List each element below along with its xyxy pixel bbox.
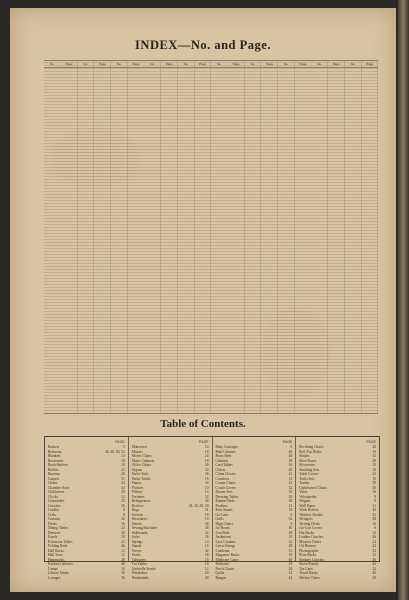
toc-entry-label: Chiffoniers [48, 490, 65, 494]
toc-entry-label: Iron Beds [215, 530, 230, 535]
toc-entry-label: Ice Boxes [215, 526, 230, 530]
toc-entry-label: Smoking Sets [299, 467, 320, 472]
toc-entry-label: Roll Top Desks [299, 449, 322, 454]
toc-entry-page: 26 [204, 463, 209, 467]
toc-entry-label: Linoleum [215, 548, 230, 553]
toc-entry-page: 48 [288, 454, 293, 458]
toc-entry-page: 8 [374, 494, 376, 499]
toc-entry-page: 18 [204, 512, 209, 517]
toc-entry-label: Shoe Boxes [299, 458, 317, 463]
toc-entry-page: 36 [372, 535, 376, 539]
toc-entry-label: Stoves [131, 548, 142, 553]
toc-entry-page: 12 [121, 548, 125, 553]
toc-entry-page: 24 [204, 454, 209, 458]
toc-entry-label: Mission Chairs [299, 539, 322, 544]
toc-entry-page: 32 [288, 517, 293, 521]
toc-entry-label: Tea Tables [131, 562, 148, 566]
toc-entry-label: Wardrobes [131, 571, 148, 575]
toc-entry-page: 42 [372, 562, 376, 566]
toc-entry-label: Carpets [48, 476, 59, 481]
toc-entry-label: Buffets [48, 467, 59, 472]
toc-entry-label: Refrigerators [131, 499, 151, 503]
toc-entry-label: Hall Racks [48, 548, 64, 553]
toc-entry-page: 32 [372, 472, 376, 476]
toc-entry-page: 20 [372, 458, 376, 463]
toc-entry-page: 34 [372, 548, 376, 553]
toc-entry-page: 14 [121, 454, 125, 458]
toc-entry-label: Settees [131, 521, 142, 526]
toc-entry-page: 44 [121, 485, 125, 490]
toc-entry-page: 16 [204, 476, 209, 481]
toc-entry-page: 18 [204, 557, 209, 562]
toc-entry-label: China Closets [215, 472, 236, 476]
toc-entry-label: Window Shades [299, 512, 323, 517]
toc-entry-label: Lounges [48, 575, 61, 580]
toc-entry-label: Sanitary Couches [299, 557, 325, 562]
toc-entry-label: Enamel Beds [215, 499, 235, 503]
toc-entry-page: 20 [121, 472, 125, 476]
index-header [44, 61, 378, 68]
toc-entry-label: Pillows [131, 490, 143, 494]
toc-entry-page: 10 [204, 485, 209, 490]
toc-entry-page: 31 [204, 508, 209, 512]
toc-entry-label: Sofas [131, 535, 140, 539]
toc-column [45, 437, 129, 580]
toc-entry-label: Medicine Cases [215, 557, 239, 562]
toc-entry-page: 40 [288, 526, 293, 530]
toc-entry-label: Couches [48, 503, 61, 508]
toc-entry-page: 32 [372, 454, 376, 458]
toc-entry-page: 31 [288, 548, 293, 553]
toc-entry-label: Parlor Suits [131, 472, 149, 476]
toc-entry-page: 14 [288, 571, 293, 575]
toc-entry-label: Chests [215, 467, 226, 472]
toc-entry-label: Jardinieres [215, 535, 232, 539]
toc-entry-page: 28 [372, 575, 376, 580]
toc-column-header: PAGE [282, 440, 293, 444]
toc-entry-page: 20 [204, 575, 209, 580]
toc-entry-label: Shades [299, 454, 310, 458]
toc-entry-label: Porch Chairs [215, 566, 235, 571]
toc-entry-label: Card Tables [215, 463, 233, 467]
index-header-label: No. [250, 62, 256, 66]
index-header-label: No. [350, 62, 356, 66]
toc-entry-label: Lamps [48, 566, 58, 571]
toc-entry-page: 32 [204, 494, 209, 499]
toc-entry-page: 31 [121, 476, 125, 481]
index-header-label: Page [366, 62, 374, 66]
toc-entry-label: Comforts [215, 476, 230, 481]
toc-entry-label: Couch Covers [215, 485, 236, 490]
toc-entry-label: Stools [131, 553, 141, 557]
toc-entry-page: 16 [121, 571, 125, 575]
toc-entry-label: Clocks [48, 494, 58, 499]
toc-entry-page: 22 [121, 467, 125, 472]
toc-entry-page: 14 [204, 539, 209, 544]
toc-entry-page: 18 [121, 463, 125, 467]
toc-entry-page: 48 [288, 499, 293, 503]
toc-entry-label: Lace Curtains [215, 539, 236, 544]
toc-entry-page: 40 [372, 508, 376, 512]
toc-entry-label: Towel Racks [299, 571, 318, 575]
toc-entry-label: Screens [131, 512, 143, 517]
toc-entry-label: Cradles [48, 508, 59, 512]
toc-entry-label: Stands [131, 544, 142, 548]
toc-entry-label: Dining Tables [48, 526, 69, 530]
toc-entry-page: 36 [121, 575, 125, 580]
toc-entry-page: 32 [372, 512, 376, 517]
toc-entry-label: Leather Couches [299, 535, 324, 539]
index-header-label: Page [132, 62, 140, 66]
toc-entry-page: 8 [122, 508, 125, 512]
toc-entry-page: 26 [372, 445, 376, 449]
toc-entry-label: Kitchen Cabinets [48, 562, 73, 566]
toc-entry-page: 42 [372, 544, 376, 548]
toc-entry-page: 46 [372, 557, 376, 562]
toc-entry-page: 24 [372, 539, 376, 544]
toc-entry-label: Chairs [48, 481, 58, 485]
toc-entry [132, 576, 209, 581]
toc-entry-label: Upholstered Chairs [299, 485, 328, 490]
toc-entry-page: 16 [288, 463, 293, 467]
toc-entry-page: 28 [204, 553, 209, 557]
toc-entry-label: Oil Heaters [299, 544, 316, 548]
toc-entry-page: 36 [121, 503, 125, 508]
toc-entry-label: Phonographs [299, 548, 319, 553]
index-header-label: No. [50, 62, 55, 66]
toc-entry-label: Baskets [48, 445, 60, 449]
toc-entry-label: Ranges [215, 575, 227, 580]
toc-entry-label: Cabinets [215, 458, 229, 463]
toc-entry-page: 8 [122, 512, 125, 517]
toc-entry-label: Mattresses [131, 445, 148, 449]
toc-entry-page: 18 [121, 458, 125, 463]
toc-entry-page: 16 [204, 517, 209, 521]
index-header-label: No. [317, 62, 322, 66]
index-header-label: Page [232, 62, 240, 66]
toc-entry-label: Hat Racks [299, 530, 315, 535]
toc-entry-label: Hall Trees [48, 553, 63, 557]
toc-entry-page: 42 [288, 575, 293, 580]
toc-entry-label: Bookcases [48, 458, 64, 463]
toc-entry-label: Hammocks [48, 557, 65, 562]
toc-entry-page: 20 [204, 571, 209, 575]
toc-box [44, 436, 380, 580]
toc-entry-label: Vases [299, 490, 308, 494]
toc-entry-label: Wicker Chairs [299, 575, 320, 580]
index-grid [44, 60, 378, 414]
index-header-label: No. [150, 62, 155, 66]
toc-entry-page: 10 [288, 490, 293, 494]
toc-entry-label: Sewing Machines [131, 526, 158, 530]
toc-entry-label: Music Cabinets [131, 458, 155, 463]
toc-entry-page: 12 [121, 553, 125, 557]
toc-entry-page: 28 [121, 557, 125, 562]
toc-entry-label: Springs [131, 539, 143, 544]
toc-entry-label: Sideboards [131, 530, 148, 535]
toc-entry-page: 10 [372, 490, 376, 494]
toc-entry-label: Lawn Swings [215, 544, 236, 548]
index-header-label: Page [265, 62, 273, 66]
toc-entry-label: Rugs [131, 508, 140, 512]
toc-entry-label: Portieres [131, 494, 145, 499]
toc-entry-label: Grills [215, 517, 224, 521]
toc-entry-page: 22 [372, 566, 376, 571]
toc-entry-page: 20 [121, 499, 125, 503]
toc-entry-page: 12 [121, 494, 125, 499]
toc-entry-label: Folding Beds [48, 544, 68, 548]
toc-entry-page: 22 [121, 539, 125, 544]
toc-entry-page: 20 [121, 490, 125, 494]
toc-entry-page: 10 [288, 535, 293, 539]
toc-entry-label: Bureaus [48, 472, 60, 476]
toc-entry-label: Extension Tables [48, 539, 73, 544]
toc-entry-label: Toilet Sets [299, 476, 315, 481]
toc-entry-label: Silverware [299, 463, 315, 467]
toc-entry-label: Wringers [299, 517, 313, 521]
toc-entry-label: Plate Racks [299, 553, 317, 557]
toc-entry-label: Commodes [48, 499, 65, 503]
toc-entry-page: 5 [122, 445, 125, 449]
index-header-label: Page [199, 62, 207, 66]
toc-entry-label: Umbrella Stands [131, 566, 156, 571]
toc-entry-page: 36 [204, 535, 209, 539]
index-title: INDEX—No. and Page. [135, 38, 271, 52]
toc-entry-label: Go-Carts [215, 512, 229, 517]
toc-entry-page: 20 [288, 494, 293, 499]
toc-entry-page: 40 [288, 557, 293, 562]
toc-entry-page: 14 [288, 503, 293, 508]
toc-entry-page: 18 [121, 535, 125, 539]
toc-entry-label: Bedroom [48, 449, 62, 454]
toc-entry-page: 14 [204, 490, 209, 494]
toc-entry-page: 8 [290, 521, 293, 526]
toc-entry-page: 8 [374, 499, 376, 503]
toc-entry-label: Curtains [48, 517, 61, 521]
toc-entry-page: 32 [288, 539, 293, 544]
toc-entry-page: 16 [372, 521, 376, 526]
toc-entry-page: 6 [374, 526, 376, 530]
toc-entry-label: Corner Chairs [215, 481, 236, 485]
index-header-label: Page [165, 62, 173, 66]
toc-entry-page: 16 [121, 521, 125, 526]
toc-entry-label: Magazine Racks [215, 553, 240, 557]
toc-entry-label: Dressers [48, 530, 61, 535]
toc-entry-label: Library Tables [48, 571, 69, 575]
catalog-page [10, 8, 396, 592]
toc-entry-label: Fern Stands [215, 508, 233, 512]
toc-entry-page: 40 [204, 499, 209, 503]
toc-entry-label: Organs [131, 467, 143, 472]
toc-entry-page: 32 [288, 485, 293, 490]
toc-entry-page: 26 [372, 485, 376, 490]
toc-column [296, 437, 379, 580]
toc-entry [299, 576, 376, 581]
toc-entry-page: 12 [372, 530, 376, 535]
toc-entry-label: Trunks [299, 481, 310, 485]
toc-entry [216, 576, 293, 581]
toc-entry-page: 10 [372, 476, 376, 481]
index-header-label: No. [217, 62, 222, 66]
toc-entry-page: 34 [204, 467, 209, 472]
toc-entry-page: 38 [204, 526, 209, 530]
toc-entry-label: Pianos [131, 481, 142, 485]
toc-entry-label: Wall Paper [299, 503, 316, 508]
toc-entry-label: Quilts [215, 571, 225, 575]
toc-entry-label: Pedestals [215, 562, 229, 566]
toc-entry-label: Tabourets [131, 557, 146, 562]
toc-entry-label: Velocipedes [299, 494, 317, 499]
toc-entry-page: 22 [372, 553, 376, 557]
toc-entry-page: 40 [121, 562, 125, 566]
toc-entry-label: Pictures [131, 485, 144, 490]
toc-entry-page: 18 [288, 562, 293, 566]
toc-entry-label: Easels [48, 535, 58, 539]
toc-entry-page: 24, 26, 28, 30 [188, 503, 209, 508]
toc-entry-page: 20 [121, 530, 125, 535]
toc-entry-label: Rockers [131, 503, 144, 508]
toc-entry-label: Reclining Chairs [299, 445, 324, 449]
toc-entry-page: 22 [288, 472, 293, 476]
toc-entry-page: 16 [204, 562, 209, 566]
toc-entry-label: Table Covers [299, 472, 319, 476]
toc-entry-page: 36 [204, 521, 209, 526]
toc-entry-label: Blankets [48, 454, 61, 458]
toc-entry-page: 42 [204, 548, 209, 553]
toc-entry-label: Desks [48, 521, 57, 526]
toc-entry-page: 20 [288, 467, 293, 472]
toc-entry-page: 36 [204, 472, 209, 476]
toc-entry-page: 38 [372, 517, 376, 521]
toc-entry-page: 40 [372, 571, 376, 575]
toc-entry-page: 24 [288, 481, 293, 485]
toc-entry-page: 12 [204, 566, 209, 571]
toc-title: Table of Contents. [160, 418, 246, 430]
toc-entry-page: 16 [204, 544, 209, 548]
toc-entry-page: 18 [204, 458, 209, 463]
toc-entry-page: 32 [121, 517, 125, 521]
toc-entry-label: Wagons [299, 499, 311, 503]
toc-column-header: PAGE [199, 440, 209, 444]
toc-entry-page: 46, 48, 50, 52 [104, 449, 125, 454]
toc-entry-page: 48 [288, 530, 293, 535]
toc-entry-page: 18 [204, 449, 209, 454]
toc-entry-label: Chamber Suits [48, 485, 70, 490]
toc-entry-label: Mirrors [131, 449, 143, 454]
toc-entry-label: Parlor Tables [131, 476, 151, 481]
index-header-label: Page [98, 62, 106, 66]
toc-entry-page: 18 [372, 467, 376, 472]
toc-column [213, 437, 297, 580]
toc-entry-page: 14 [288, 476, 293, 481]
toc-entry-label: Washstands [131, 575, 149, 580]
toc-entry-label: Feathers [215, 503, 228, 508]
toc-entry-label: Bath Cabinets [215, 449, 236, 454]
toc-entry-label: Book Shelves [48, 463, 68, 467]
toc-entry-label: Wash Boilers [299, 508, 319, 512]
toc-entry-page: 18 [288, 508, 293, 512]
index-header-label: No. [116, 62, 122, 66]
toc-entry-page: 6 [290, 512, 293, 517]
index-header-label: No. [283, 62, 289, 66]
toc-entry-page: 46 [121, 544, 125, 548]
toc-entry-label: Tea Carts [299, 566, 313, 571]
toc-entry-label: Writing Desks [299, 521, 320, 526]
index-header-label: Page [65, 62, 73, 66]
toc-entry-label: Secretaries [131, 517, 148, 521]
toc-entry-page: 16 [372, 449, 376, 454]
toc-entry-label: Brass Beds [215, 454, 232, 458]
toc-entry-page: 31 [372, 503, 376, 508]
toc-entry-page: 24 [121, 481, 125, 485]
toc-entry-page: 22 [204, 530, 209, 535]
toc-entry-page: 34 [204, 481, 209, 485]
toc-entry-page: 38 [372, 481, 376, 485]
toc-column [129, 437, 213, 580]
toc-entry-label: High Chairs [215, 521, 233, 526]
index-header-label: No. [83, 62, 89, 66]
toc-entry-label: Stove Boards [299, 562, 319, 566]
toc-entry-page: 28 [288, 566, 293, 571]
toc-entry-label: Baby Carriages [215, 445, 238, 449]
index-header-label: No. [183, 62, 189, 66]
toc-entry-label: Cribs [48, 512, 56, 517]
toc-entry [48, 576, 125, 581]
toc-entry-page: 18 [288, 553, 293, 557]
toc-entry-label: Dinner Sets [215, 490, 233, 494]
book-spine [398, 0, 409, 600]
toc-entry-page: 22 [121, 526, 125, 530]
toc-column-header: PAGE [115, 440, 125, 444]
toc-entry-label: Office Chairs [131, 463, 152, 467]
toc-entry-label: Morris Chairs [131, 454, 152, 458]
toc-entry-page: 10 [121, 566, 125, 571]
toc-entry-page: 40 [288, 449, 293, 454]
toc-entry-label: Go-Cart Covers [299, 526, 323, 530]
toc-entry-page: 10 [372, 463, 376, 467]
toc-entry-page: 6 [290, 445, 293, 449]
index-header-label: Page [332, 62, 340, 66]
index-header-label: Page [299, 62, 307, 66]
toc-entry-page: 18 [288, 458, 293, 463]
toc-entry-page: 28 [288, 544, 293, 548]
toc-entry-label: Dressing Tables [215, 494, 239, 499]
toc-column-header: PAGE [366, 440, 376, 444]
toc-entry-page: 14 [204, 445, 209, 449]
